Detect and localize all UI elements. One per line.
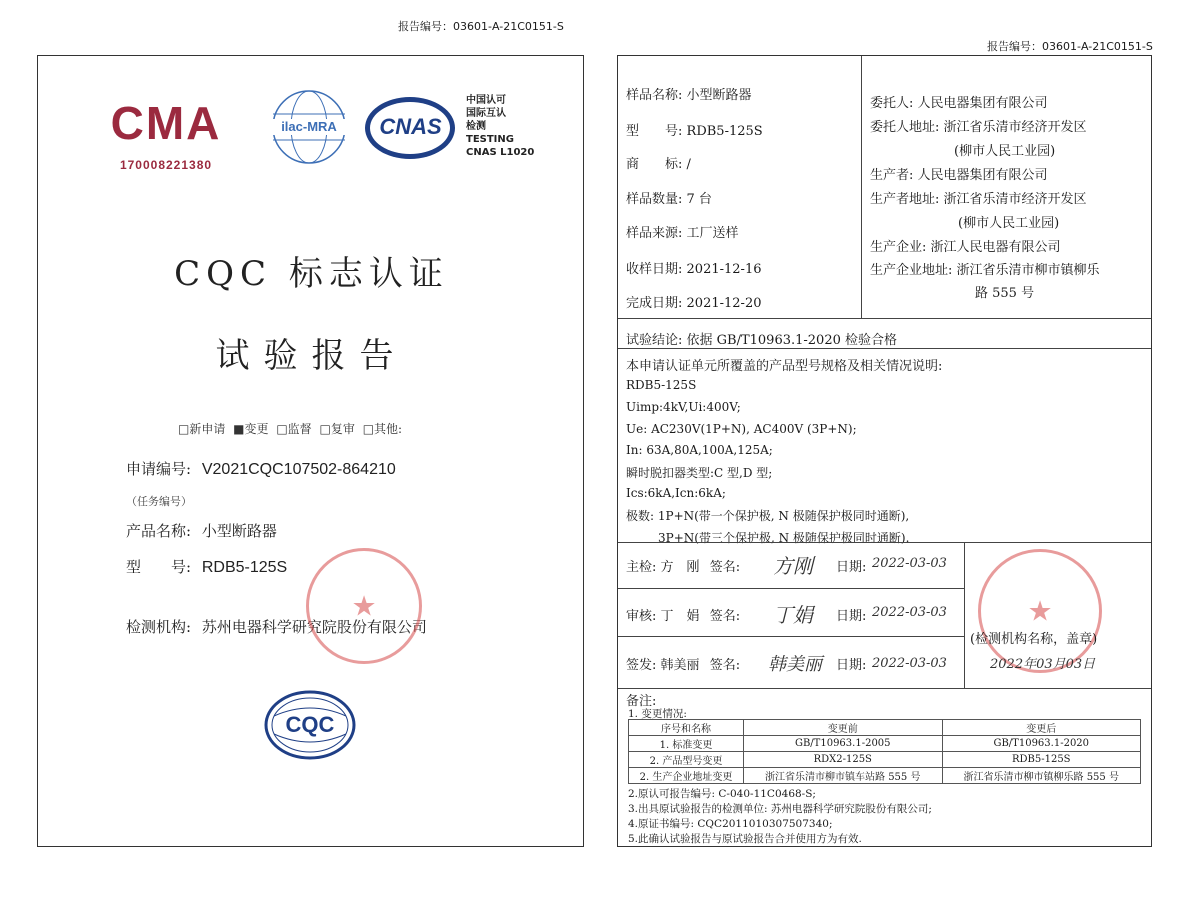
model-label: 型 号: <box>126 558 192 576</box>
approver-date: 2022-03-03 <box>872 656 947 671</box>
cnas-line: TESTING <box>466 134 514 145</box>
cnas-logo <box>363 94 458 162</box>
reviewer-date: 2022-03-03 <box>872 605 947 620</box>
divider <box>618 636 964 637</box>
completed-date-value: 2021-12-20 <box>686 296 762 311</box>
client-address-label: 委托人地址: <box>870 120 940 135</box>
application-type-options <box>178 420 406 437</box>
model-number <box>126 556 287 577</box>
cqc-text: CQC <box>285 712 335 737</box>
sample-name-label: 样品名称: <box>626 88 683 103</box>
reviewer-date-label: 日期: <box>836 609 867 624</box>
scope-line: 极数: 1P+N(带一个保护极, N 极随保护极同时通断), <box>626 509 910 523</box>
left-report-number: 报告编号：03601-A-21C0151-S <box>398 20 564 33</box>
change-table <box>628 719 1141 784</box>
ilac-mra-logo <box>268 86 350 168</box>
table-row <box>629 768 1141 784</box>
sample-quantity-label: 样品数量: <box>626 192 683 207</box>
report-title-line2: 试验报告 <box>215 336 408 376</box>
inspector-date-label: 日期: <box>836 560 867 575</box>
table-header: 序号和名称 <box>629 720 744 736</box>
option-new: □新申请 <box>178 422 226 436</box>
reviewer-row <box>626 605 740 624</box>
option-other: □其他: <box>362 422 403 436</box>
test-conclusion: 试验结论: 依据 GB/T10963.1-2020 检验合格 <box>626 333 898 348</box>
change-heading: 1. 变更情况: <box>628 708 687 720</box>
scope-line: Ics:6kA,Icn:6kA; <box>626 486 726 500</box>
cnas-text: CNAS <box>379 114 442 139</box>
factory-address-label: 生产企业地址: <box>870 263 953 278</box>
client-value: 人民电器集团有限公司 <box>917 96 1048 111</box>
table-cell: GB/T10963.1-2020 <box>942 736 1141 752</box>
sample-name-value: 小型断路器 <box>686 88 752 103</box>
cma-letters: CMA <box>110 97 222 149</box>
sample-source-label: 样品来源: <box>626 226 683 241</box>
approver-name: 韩美丽 <box>660 658 700 673</box>
table-cell: 2. 生产企业地址变更 <box>629 768 744 784</box>
received-date-value: 2021-12-16 <box>686 262 762 277</box>
approver-signature: 韩美丽 <box>768 654 822 675</box>
divider <box>618 348 1151 349</box>
table-cell: 浙江省乐清市柳市镇车站路 555 号 <box>744 768 943 784</box>
received-date-label: 收样日期: <box>626 262 683 277</box>
scope-line: 瞬时脱扣器类型:C 型,D 型; <box>626 466 773 480</box>
table-header: 变更前 <box>744 720 943 736</box>
scope-line: Ue: AC230V(1P+N), AC400V (3P+N); <box>626 422 857 436</box>
application-number-value: V2021CQC107502-864210 <box>201 461 396 478</box>
cnas-line: 中国认可 <box>466 95 506 106</box>
approver-label: 签发: <box>626 658 657 673</box>
seal-date: 2022年03月03日 <box>990 657 1096 672</box>
seal-caption: (检测机构名称，盖章) <box>970 632 1098 647</box>
inspector-signature: 方刚 <box>773 554 813 578</box>
cma-logo <box>96 96 236 182</box>
scope-line: In: 63A,80A,100A,125A; <box>626 443 773 457</box>
seal-star-icon: ★ <box>1027 594 1053 628</box>
option-supervision: □监督 <box>276 422 312 436</box>
inspector-sign-label: 签名: <box>709 560 741 575</box>
sample-source <box>626 222 739 241</box>
sample-model <box>626 120 763 139</box>
inspector-row <box>626 556 740 575</box>
divider <box>618 688 1151 689</box>
factory <box>870 236 1061 255</box>
cnas-line: CNAS L1020 <box>466 147 535 158</box>
approver-date-label: 日期: <box>836 658 867 673</box>
sample-model-value: RDB5-125S <box>686 124 763 139</box>
product-name-label: 产品名称: <box>126 522 192 540</box>
testing-lab-label: 检测机构: <box>126 618 192 636</box>
ilac-text: ilac-MRA <box>281 119 337 134</box>
table-cell: 1. 标准变更 <box>629 736 744 752</box>
reviewer-sign-label: 签名: <box>709 609 741 624</box>
factory-label: 生产企业: <box>870 240 927 255</box>
cnas-line: 国际互认 <box>466 108 506 119</box>
client-address-line2: (柳市人民工业园) <box>954 144 1056 159</box>
product-name-value: 小型断路器 <box>201 522 277 540</box>
top-section-divider <box>861 56 862 318</box>
divider <box>618 588 964 589</box>
producer-address <box>870 188 1087 207</box>
application-number-label: 申请编号: <box>126 460 192 478</box>
note-line: 5.此确认试验报告与原试验报告合并使用方为有效. <box>628 833 862 845</box>
testing-lab-value: 苏州电器科学研究院股份有限公司 <box>201 618 427 636</box>
note-line: 2.原认可报告编号: C-040-11C0468-S; <box>628 788 816 800</box>
reviewer-label: 审核: <box>626 609 657 624</box>
producer <box>870 164 1048 183</box>
scope-title: 本申请认证单元所覆盖的产品型号规格及相关情况说明: <box>626 359 943 374</box>
sample-quantity-value: 7 台 <box>686 192 712 207</box>
application-number <box>126 458 396 479</box>
signature-divider <box>964 542 965 688</box>
factory-address-line2: 路 555 号 <box>975 286 1035 301</box>
table-cell: 浙江省乐清市柳市镇柳乐路 555 号 <box>942 768 1141 784</box>
note-line: 3.出具原试验报告的检测单位: 苏州电器科学研究院股份有限公司; <box>628 803 932 815</box>
lab-seal-stamp <box>306 548 422 664</box>
product-name <box>126 520 277 541</box>
table-row <box>629 736 1141 752</box>
details-page <box>617 55 1152 847</box>
table-cell: RDB5-125S <box>942 752 1141 768</box>
sample-quantity <box>626 188 712 207</box>
client-address-value: 浙江省乐清市经济开发区 <box>943 120 1087 135</box>
reviewer-signature: 丁娟 <box>773 603 813 627</box>
table-cell: RDX2-125S <box>744 752 943 768</box>
received-date <box>626 258 761 277</box>
cnas-accreditation-text <box>466 94 534 159</box>
scope-line: RDB5-125S <box>626 378 697 392</box>
sample-brand-label: 商 标: <box>626 157 683 172</box>
note-line: 4.原证书编号: CQC2011010307507340; <box>628 818 833 830</box>
inspector-date: 2022-03-03 <box>872 556 947 571</box>
client <box>870 92 1048 111</box>
factory-address-value: 浙江省乐清市柳市镇柳乐 <box>956 263 1100 278</box>
sample-name <box>626 84 752 103</box>
divider <box>618 318 1151 319</box>
approver-row <box>626 654 740 673</box>
client-label: 委托人: <box>870 96 914 111</box>
option-review: □复审 <box>319 422 355 436</box>
option-change: ■变更 <box>233 422 269 436</box>
sample-model-label: 型 号: <box>626 124 683 139</box>
producer-address-line2: (柳市人民工业园) <box>958 216 1060 231</box>
table-row <box>629 752 1141 768</box>
factory-value: 浙江人民电器有限公司 <box>930 240 1061 255</box>
reviewer-name: 丁 娟 <box>660 609 700 624</box>
scope-line: Uimp:4kV,Ui:400V; <box>626 400 741 414</box>
producer-label: 生产者: <box>870 168 914 183</box>
approver-sign-label: 签名: <box>709 658 741 673</box>
table-cell: GB/T10963.1-2005 <box>744 736 943 752</box>
cnas-line: 检测 <box>466 121 486 132</box>
completed-date <box>626 292 761 311</box>
cma-number: 170008221380 <box>119 158 213 172</box>
table-header-row <box>629 720 1141 736</box>
inspector-label: 主检: <box>626 560 657 575</box>
table-header: 变更后 <box>942 720 1141 736</box>
task-number-note: （任务编号） <box>126 495 192 508</box>
completed-date-label: 完成日期: <box>626 296 683 311</box>
sample-brand <box>626 153 691 172</box>
cqc-logo <box>264 690 356 760</box>
notes-title: 备注: <box>626 694 657 709</box>
seal-star-icon: ★ <box>351 589 377 623</box>
table-cell: 2. 产品型号变更 <box>629 752 744 768</box>
inspector-name: 方 刚 <box>660 560 700 575</box>
producer-value: 人民电器集团有限公司 <box>917 168 1048 183</box>
right-report-number: 报告编号：03601-A-21C0151-S <box>987 40 1153 53</box>
cover-page <box>37 55 584 847</box>
scope-line: 3P+N(带三个保护极, N 极随保护极同时通断). <box>658 531 910 545</box>
producer-address-value: 浙江省乐清市经济开发区 <box>943 192 1087 207</box>
client-address <box>870 116 1087 135</box>
report-title-line1: CQC 标志认证 <box>174 254 449 294</box>
model-value: RDB5-125S <box>201 559 288 576</box>
sample-brand-value: / <box>686 157 691 172</box>
producer-address-label: 生产者地址: <box>870 192 940 207</box>
divider <box>618 542 1151 543</box>
factory-address <box>870 259 1100 278</box>
sample-source-value: 工厂送样 <box>686 226 739 241</box>
